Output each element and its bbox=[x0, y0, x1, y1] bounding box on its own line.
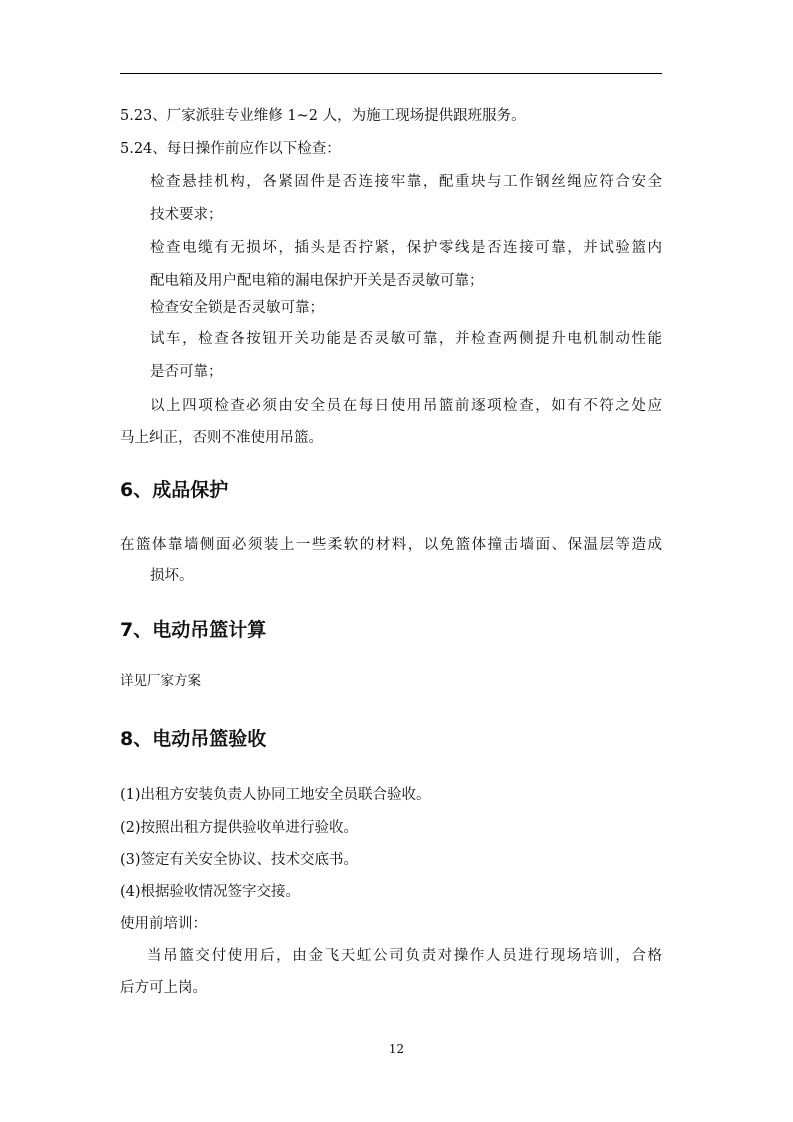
check-2-line-1: 检查电缆有无损坏，插头是否拧紧，保护零线是否连接可靠，并试验篮内 bbox=[150, 240, 662, 256]
item-5-23: 5.23、厂家派驻专业维修 1~2 人，为施工现场提供跟班服务。 bbox=[120, 108, 526, 124]
section-6-line-2: 损坏。 bbox=[150, 568, 194, 584]
check-4-line-2: 是否可靠； bbox=[150, 364, 223, 380]
check-4-line-1: 试车，检查各按钮开关功能是否灵敏可靠，并检查两侧提升电机制动性能 bbox=[150, 331, 662, 347]
training-label: 使用前培训： bbox=[120, 916, 207, 932]
check-1-line-2: 技术要求； bbox=[150, 207, 223, 223]
acceptance-item-3: (3)签定有关安全协议、技术交底书。 bbox=[120, 852, 359, 868]
training-line-2: 后方可上岗。 bbox=[120, 980, 207, 996]
page-number: 12 bbox=[388, 1042, 405, 1056]
training-line-1: 当吊篮交付使用后，由金飞天虹公司负责对操作人员进行现场培训，合格 bbox=[147, 948, 662, 964]
check-1-line-1: 检查悬挂机构，各紧固件是否连接牢靠，配重块与工作钢丝绳应符合安全 bbox=[150, 174, 662, 190]
check-2-line-2: 配电箱及用户配电箱的漏电保护开关是否灵敏可靠； bbox=[150, 273, 484, 289]
heading-section-7: 7、电动吊篮计算 bbox=[120, 619, 267, 641]
heading-section-6: 6、成品保护 bbox=[120, 479, 229, 501]
section-6-line-1: 在篮体靠墙侧面必须装上一些柔软的材料，以免篮体撞击墙面、保温层等造成 bbox=[120, 537, 662, 553]
acceptance-item-4: (4)根据验收情况签字交接。 bbox=[120, 884, 301, 900]
heading-section-8: 8、电动吊篮验收 bbox=[120, 728, 267, 750]
check-3: 检查安全锁是否灵敏可靠； bbox=[150, 300, 324, 316]
acceptance-item-2: (2)按照出租方提供验收单进行验收。 bbox=[120, 820, 359, 836]
summary-line-1: 以上四项检查必须由安全员在每日使用吊篮前逐项检查，如有不符之处应 bbox=[150, 398, 662, 414]
section-7-text: 详见厂家方案 bbox=[120, 673, 201, 689]
summary-line-2: 马上纠正，否则不准使用吊篮。 bbox=[120, 430, 323, 446]
header-rule bbox=[120, 73, 662, 74]
item-5-24: 5.24、每日操作前应作以下检查： bbox=[120, 141, 341, 157]
acceptance-item-1: (1)出租方安装负责人协同工地安全员联合验收。 bbox=[120, 787, 431, 803]
